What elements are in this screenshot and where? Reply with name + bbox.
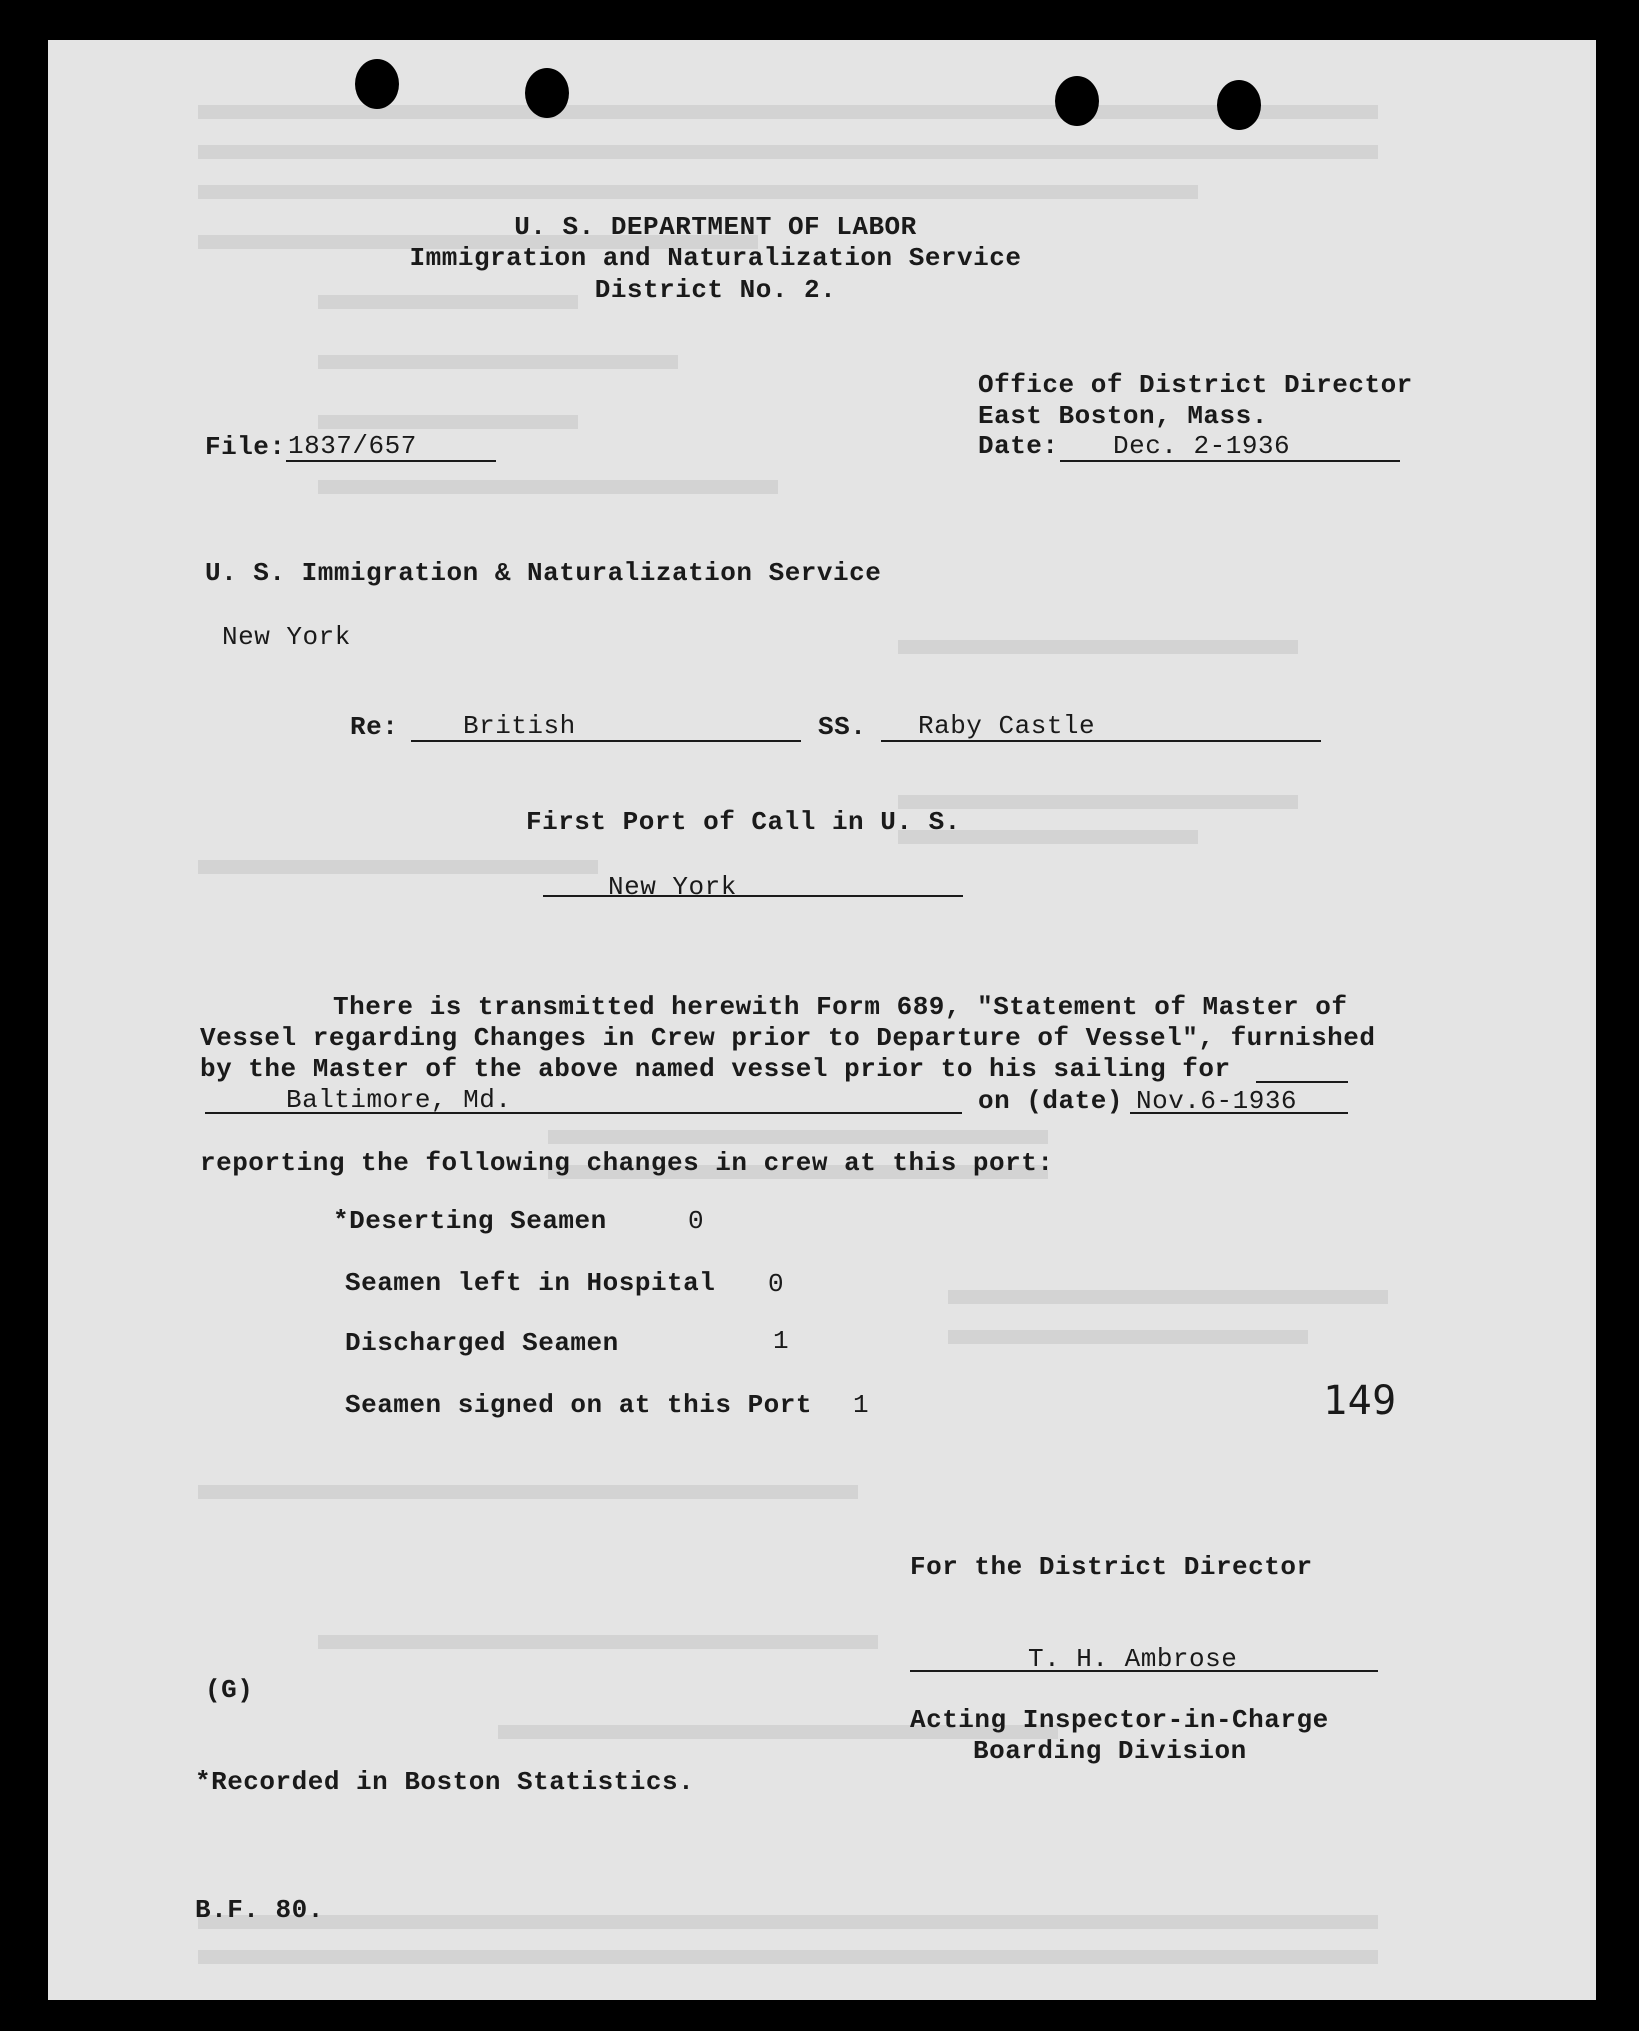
body-line-5: reporting the following changes in crew at this port: bbox=[200, 1148, 1054, 1178]
re-label: Re: bbox=[350, 712, 399, 742]
on-date-label: on (date) bbox=[978, 1086, 1123, 1116]
page-stamp-number: 149 bbox=[1323, 1378, 1397, 1424]
sail-date-value: Nov.6-1936 bbox=[1136, 1086, 1298, 1116]
file-number: 1837/657 bbox=[288, 431, 417, 461]
change-label-deserting: *Deserting Seamen bbox=[333, 1206, 607, 1236]
header-department: U. S. DEPARTMENT OF LABOR bbox=[514, 212, 917, 242]
change-value-discharged: 1 bbox=[773, 1326, 790, 1356]
change-label-discharged: Discharged Seamen bbox=[345, 1328, 619, 1358]
punch-hole bbox=[1055, 76, 1099, 126]
punch-hole bbox=[525, 68, 569, 118]
footnote: *Recorded in Boston Statistics. bbox=[195, 1767, 695, 1797]
change-value-deserting: 0 bbox=[688, 1206, 705, 1236]
signer-title: Acting Inspector-in-Charge bbox=[910, 1705, 1329, 1735]
header-service: Immigration and Naturalization Service bbox=[409, 243, 1022, 273]
body-line-2: Vessel regarding Changes in Crew prior to Departure of Vessel", furnished bbox=[200, 1023, 1376, 1053]
office-location: East Boston, Mass. bbox=[978, 401, 1268, 431]
signer-division: Boarding Division bbox=[973, 1736, 1247, 1766]
first-port-value: New York bbox=[608, 872, 737, 902]
office-title: Office of District Director bbox=[978, 370, 1413, 400]
first-port-underline bbox=[543, 895, 963, 897]
addressee-line1: U. S. Immigration & Naturalization Service bbox=[205, 558, 882, 588]
for-district-director: For the District Director bbox=[910, 1552, 1313, 1582]
vessel-name: Raby Castle bbox=[918, 711, 1096, 741]
punch-hole bbox=[355, 59, 399, 109]
addressee-line2: New York bbox=[222, 622, 351, 652]
sailing-underline-end bbox=[1256, 1081, 1348, 1083]
body-line-3: by the Master of the above named vessel prior to his sailing for bbox=[200, 1054, 1231, 1084]
destination-value: Baltimore, Md. bbox=[286, 1085, 512, 1115]
change-value-signed-on: 1 bbox=[853, 1390, 870, 1420]
document-page bbox=[48, 40, 1596, 2000]
ss-label: SS. bbox=[818, 712, 867, 742]
change-label-hospital: Seamen left in Hospital bbox=[345, 1268, 716, 1298]
change-value-hospital: 0 bbox=[768, 1269, 785, 1299]
first-port-label: First Port of Call in U. S. bbox=[526, 807, 961, 837]
nationality-value: British bbox=[463, 711, 576, 741]
date-label: Date: bbox=[978, 431, 1059, 461]
form-number: B.F. 80. bbox=[195, 1895, 324, 1925]
punch-hole bbox=[1217, 80, 1261, 130]
change-label-signed-on: Seamen signed on at this Port bbox=[345, 1390, 812, 1420]
date-value: Dec. 2-1936 bbox=[1113, 431, 1291, 461]
typist-initial: (G) bbox=[205, 1675, 254, 1705]
file-label: File: bbox=[205, 432, 286, 462]
body-line-1: There is transmitted herewith Form 689, "Statement of Master of bbox=[333, 992, 1348, 1022]
signer-name: T. H. Ambrose bbox=[1028, 1644, 1238, 1674]
header-district: District No. 2. bbox=[594, 275, 837, 305]
